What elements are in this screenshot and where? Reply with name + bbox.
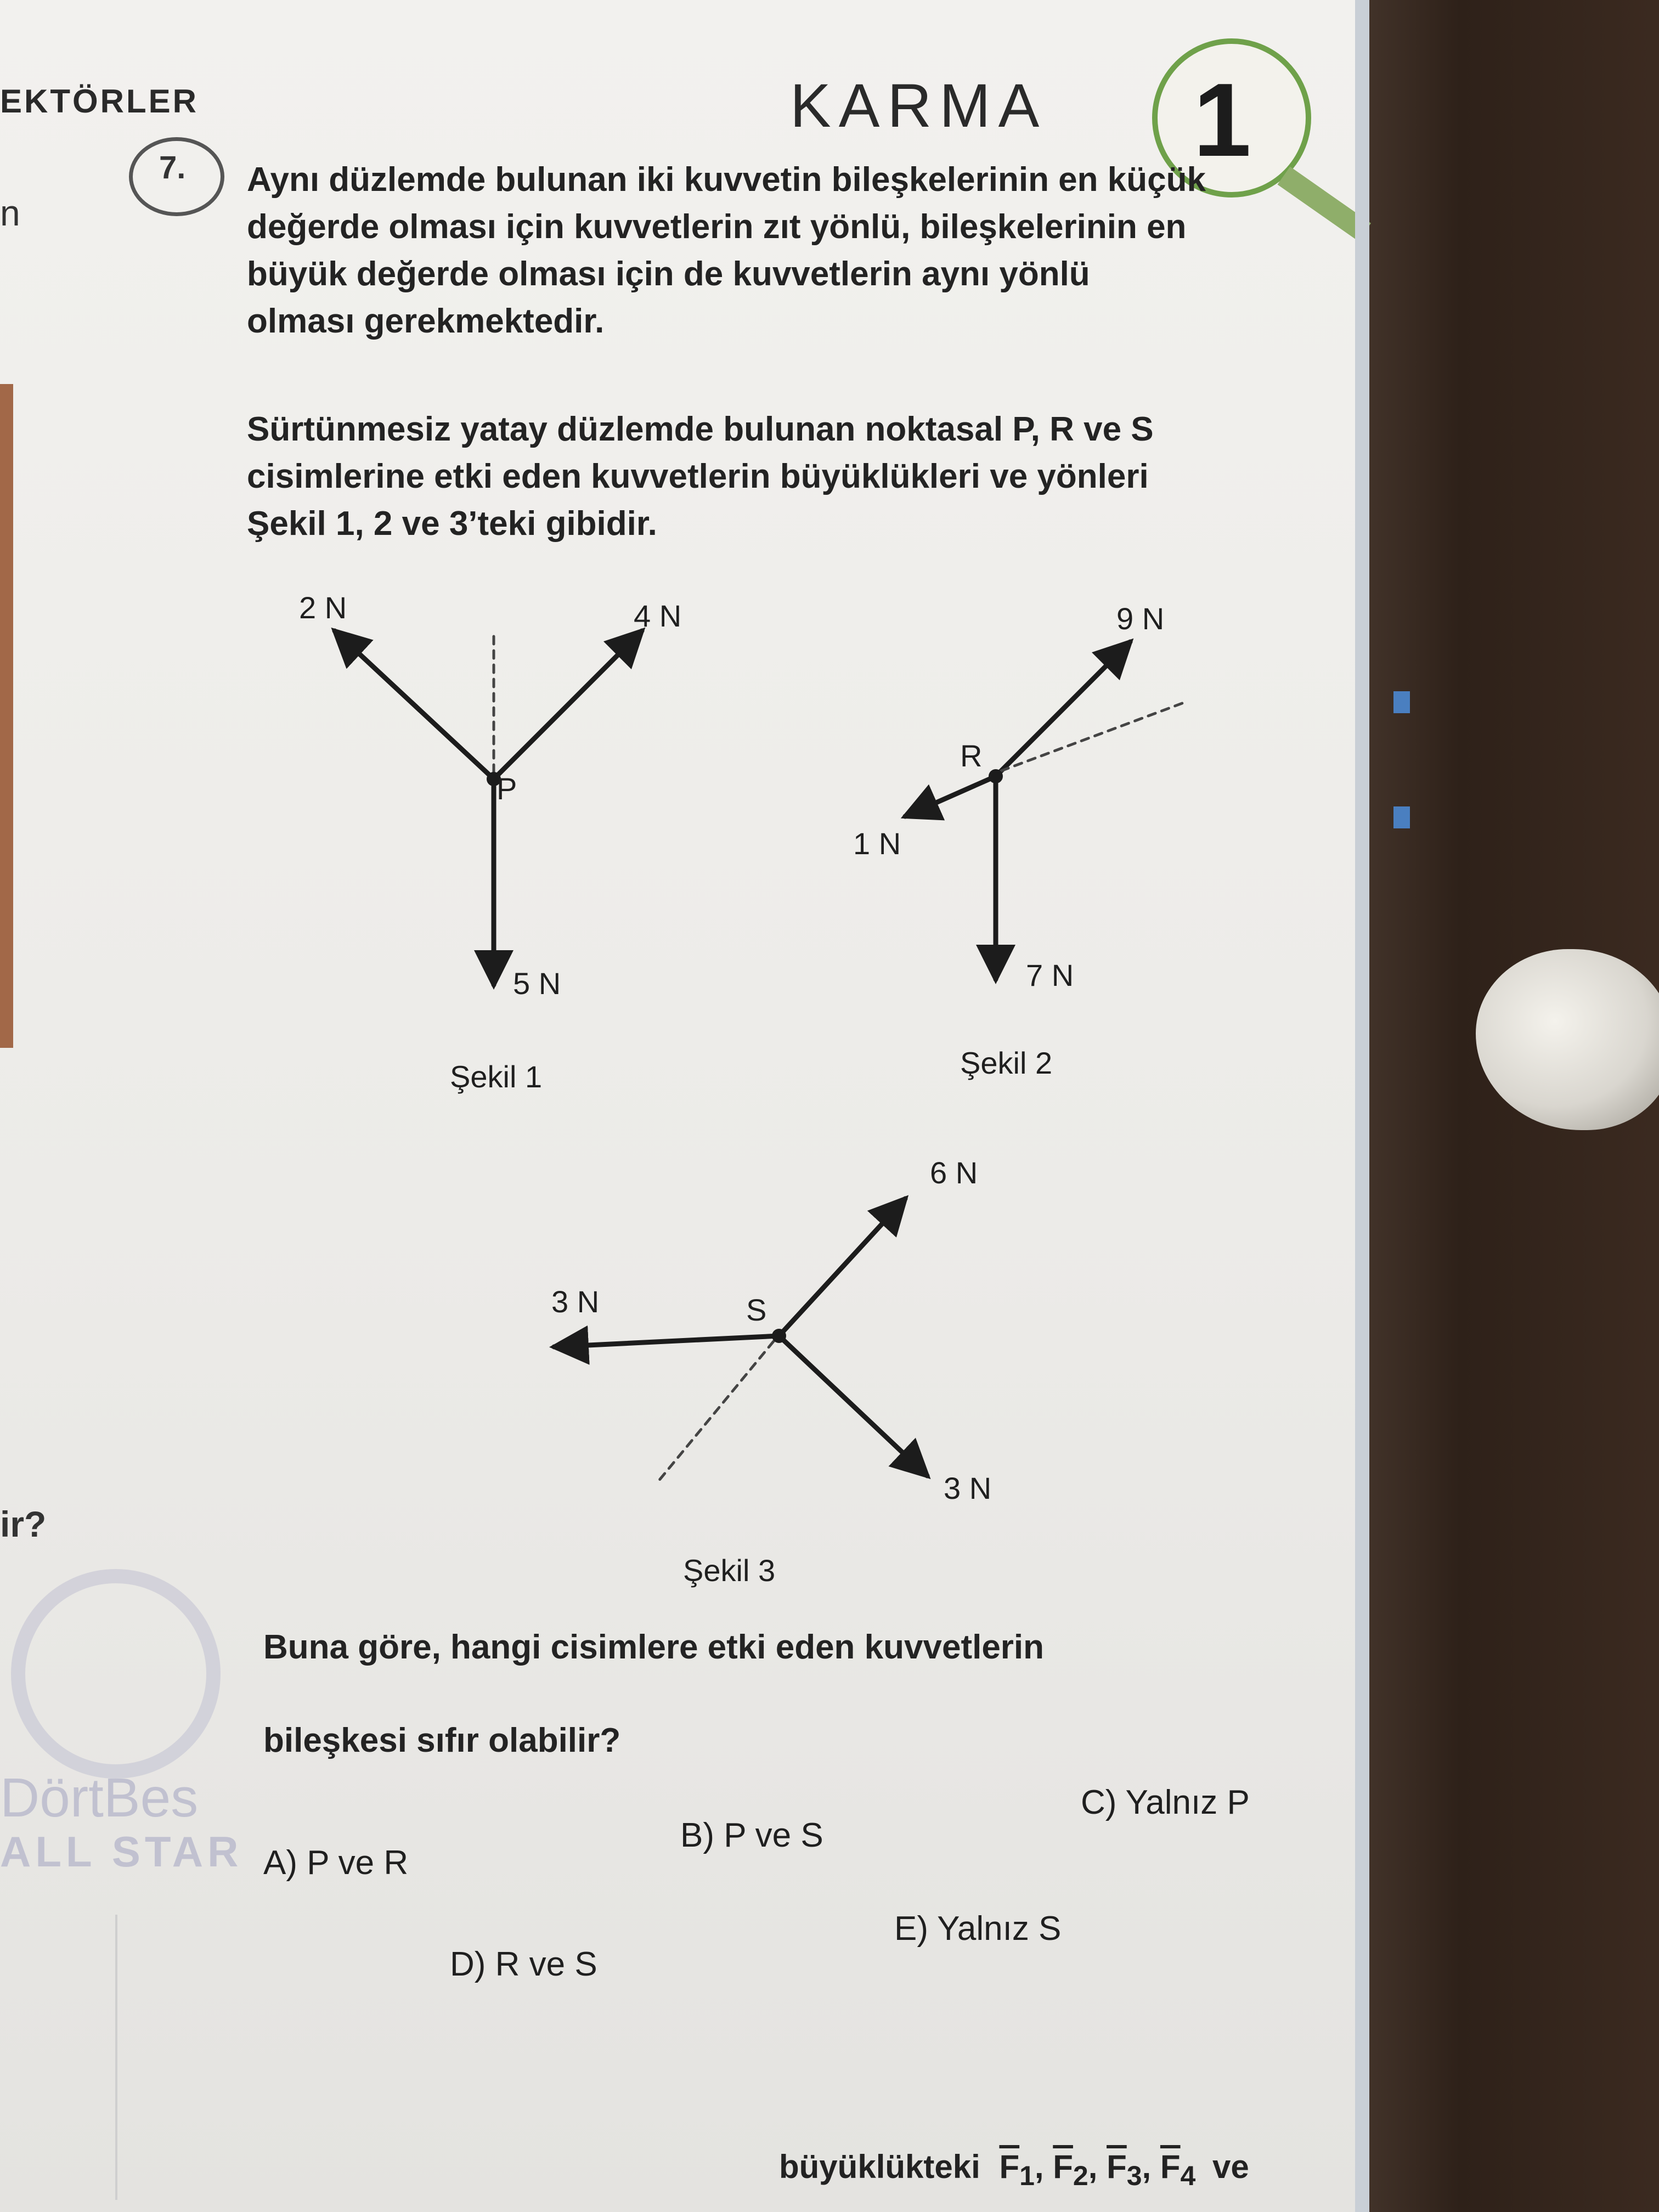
page-edge-marker	[1393, 806, 1410, 828]
option-a[interactable]: A) P ve R	[263, 1844, 409, 1882]
intro-line: değerde olması için kuvvetlerin zıt yönlü, bileşkelerinin en	[247, 208, 1187, 246]
page-title: KARMA	[790, 71, 1047, 140]
fig2-point-label: R	[960, 738, 983, 773]
fig3-dashed-guide	[658, 1341, 774, 1481]
intro-line: olması gerekmektedir.	[247, 302, 605, 340]
publisher-logo-icon	[11, 1569, 221, 1779]
option-c[interactable]: C) Yalnız P	[1081, 1784, 1250, 1821]
footer-tail: ve	[1212, 2148, 1249, 2185]
setup-line: Şekil 1, 2 ve 3’teki gibidir.	[247, 505, 657, 543]
margin-rule	[115, 1915, 117, 2200]
option-e[interactable]: E) Yalnız S	[894, 1910, 1062, 1948]
page-edge-strip	[1355, 0, 1369, 2212]
vector-subscript: 1	[1019, 2160, 1035, 2191]
vector-subscript: 3	[1126, 2160, 1142, 2191]
fig3-force-3n-down-arrow	[779, 1336, 927, 1476]
fig2-label-9n: 9 N	[1116, 601, 1165, 636]
question-number: 7.	[159, 150, 186, 185]
margin-question-fragment: ir?	[0, 1504, 47, 1544]
section-title: EKTÖRLER	[0, 83, 199, 120]
prompt-line: Buna göre, hangi cisimlere etki eden kuvvetlerin	[263, 1628, 1045, 1666]
option-b[interactable]: B) P ve S	[680, 1816, 823, 1854]
fig2-dashed-guide	[1001, 702, 1185, 771]
fig3-force-6n-arrow	[779, 1199, 905, 1336]
intro-line: Aynı düzlemde bulunan iki kuvvetin bileşkelerinin en küçük	[247, 161, 1206, 199]
fig3-label-3n-left: 3 N	[551, 1284, 600, 1319]
fig2-force-1n-arrow	[905, 776, 996, 816]
fig2-point	[989, 769, 1003, 783]
fig1-label-5n: 5 N	[513, 966, 561, 1001]
fig1-force-4n-arrow	[494, 631, 642, 779]
intro-line: büyük değerde olması için de kuvvetlerin aynı yönlü	[247, 255, 1090, 293]
fig2-label-7n: 7 N	[1026, 958, 1074, 992]
option-d[interactable]: D) R ve S	[450, 1945, 597, 1983]
fig1-force-2n-arrow	[335, 631, 494, 779]
prompt-line: bileşkesi sıfır olabilir?	[263, 1722, 621, 1759]
vector-f-icon: $\overline{F}$	[1053, 2148, 1073, 2185]
fig1-caption: Şekil 1	[450, 1059, 543, 1094]
fig2-caption: Şekil 2	[960, 1046, 1053, 1080]
fig2-force-9n-arrow	[996, 642, 1130, 776]
fig1-point-label: P	[496, 771, 517, 806]
fig3-label-3n-down: 3 N	[944, 1471, 992, 1505]
footer-text: büyüklükteki	[779, 2148, 980, 2185]
vector-subscript: 2	[1073, 2160, 1088, 2191]
fig1-label-2n: 2 N	[299, 590, 347, 625]
vector-subscript: 4	[1180, 2160, 1196, 2191]
setup-line: Sürtünmesiz yatay düzlemde bulunan noktasal P, R ve S	[247, 410, 1154, 448]
fig2-label-1n: 1 N	[853, 826, 901, 861]
footer-fragment: büyüklükteki $\overline{F}_1$, $\overline{F}_2$, $\overline{F}_3$, $\overline{F}_4$ ve	[779, 2148, 1249, 2191]
publisher-series: ALL STAR	[0, 1827, 243, 1876]
vector-f-icon: $\overline{F}$	[1160, 2148, 1181, 2185]
vector-f-icon: $\overline{F}$	[1107, 2148, 1127, 2185]
publisher-name: DörtBes	[0, 1767, 199, 1829]
fig3-force-3n-left-arrow	[554, 1336, 779, 1347]
fig1-label-4n: 4 N	[634, 599, 682, 633]
fig3-point	[772, 1329, 786, 1343]
margin-fragment: n	[0, 193, 20, 233]
fig3-caption: Şekil 3	[683, 1553, 776, 1588]
level-number: 1	[1193, 62, 1251, 178]
fig3-point-label: S	[746, 1293, 767, 1327]
vector-f-icon: $\overline{F}$	[999, 2148, 1020, 2185]
page-edge-marker	[1393, 691, 1410, 713]
fig3-label-6n: 6 N	[930, 1155, 978, 1190]
setup-line: cisimlerine etki eden kuvvetlerin büyüklükleri ve yönleri	[247, 458, 1149, 495]
